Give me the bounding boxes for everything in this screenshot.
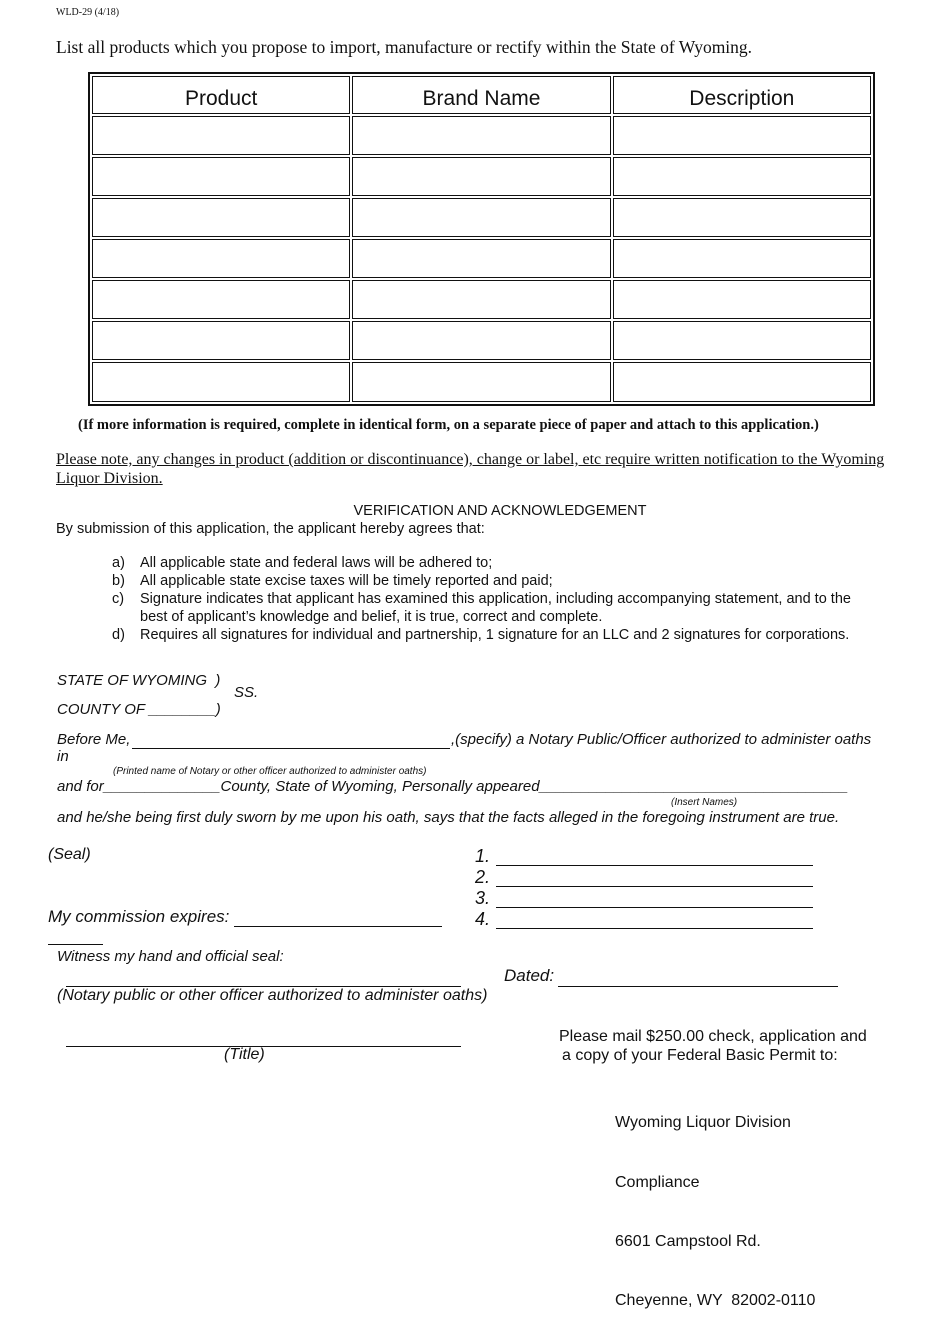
verification-heading: VERIFICATION AND ACKNOWLEDGEMENT	[353, 503, 647, 519]
commission-expires-label: My commission expires:	[48, 907, 230, 926]
table-cell	[613, 362, 871, 402]
table-row	[92, 198, 871, 237]
dated-field[interactable]	[558, 966, 838, 987]
product-cell-input[interactable]	[93, 240, 349, 277]
product-cell-input[interactable]	[614, 117, 870, 154]
table-row	[92, 116, 871, 155]
title-caption: (Title)	[224, 1046, 265, 1063]
ss-label: SS.	[234, 684, 259, 701]
table-cell	[92, 157, 350, 196]
table-header-row	[92, 76, 871, 114]
list-item: a) All applicable state and federal laws will be adhered to;	[112, 555, 493, 571]
product-cell-input[interactable]	[93, 158, 349, 195]
form-id: WLD-29 (4/18)	[56, 7, 120, 18]
officer-signature-field[interactable]	[66, 966, 461, 987]
signature-number-4: 4.	[475, 909, 491, 929]
notary-name-field[interactable]	[132, 728, 450, 749]
table-cell	[92, 321, 350, 360]
county-of: COUNTY OF ________)	[57, 701, 221, 718]
mailing-address	[615, 1074, 815, 1330]
product-cell-input[interactable]	[353, 199, 609, 236]
product-cell-input[interactable]	[93, 322, 349, 359]
table-row	[92, 280, 871, 319]
table-cell	[352, 280, 610, 319]
product-cell-input[interactable]	[353, 117, 609, 154]
product-cell-input[interactable]	[614, 363, 870, 401]
product-cell-input[interactable]	[93, 117, 349, 154]
table-cell	[352, 116, 610, 155]
table-row	[92, 321, 871, 360]
product-cell-input[interactable]	[614, 158, 870, 195]
signature-line-2[interactable]	[496, 866, 813, 887]
table-cell	[352, 321, 610, 360]
seal-label: (Seal)	[48, 846, 91, 863]
product-cell-input[interactable]	[614, 240, 870, 277]
table-cell	[613, 157, 871, 196]
table-cell	[92, 116, 350, 155]
signature-line-1[interactable]	[496, 845, 813, 866]
signature-number-1: 1.	[475, 846, 491, 866]
signature-line-4[interactable]	[496, 908, 813, 929]
signature-number-2: 2.	[475, 867, 491, 887]
table-cell	[92, 280, 350, 319]
product-cell-input[interactable]	[353, 158, 609, 195]
product-cell-input[interactable]	[614, 281, 870, 318]
mailing-line-2: a copy of your Federal Basic Permit to:	[562, 1047, 838, 1064]
table-row	[92, 239, 871, 278]
list-item: d) Requires all signatures for individual and partnership, 1 signature for an LLC and 2 signatures for corporations.	[112, 627, 850, 643]
products-table	[88, 72, 875, 406]
signature-number-3: 3.	[475, 888, 491, 908]
table-cell	[613, 198, 871, 237]
product-cell-input[interactable]	[614, 199, 870, 236]
mailing-instructions	[559, 1027, 867, 1065]
officer-caption: (Notary public or other officer authorized to administer oaths)	[57, 987, 488, 1004]
signature-line-3[interactable]	[496, 887, 813, 908]
product-cell-input[interactable]	[93, 199, 349, 236]
printed-name-caption: (Printed name of Notary or other officer authorized to administer oaths)	[113, 766, 427, 777]
table-cell	[92, 198, 350, 237]
table-cell	[92, 362, 350, 402]
product-cell-input[interactable]	[353, 240, 609, 277]
witness-label: Witness my hand and official seal:	[57, 948, 284, 965]
sworn-statement: and he/she being first duly sworn by me upon his oath, says that the facts alleged in the foregoing instrument are true.	[57, 809, 840, 826]
address-line: 6601 Campstool Rd.	[615, 1232, 761, 1250]
table-cell	[613, 239, 871, 278]
product-cell-input[interactable]	[93, 281, 349, 318]
product-cell-input[interactable]	[614, 322, 870, 359]
table-cell	[92, 239, 350, 278]
and-for-line: and for______________County, State of Wyoming, Personally appeared_____________________________________	[57, 778, 849, 795]
table-cell	[613, 280, 871, 319]
state-of-wyoming: STATE OF WYOMING )	[57, 672, 221, 689]
list-item: c) Signature indicates that applicant has examined this application, including accompanying statement, and to the best of applicant’s knowledge and belief, it is true, correct and complete.	[112, 591, 851, 625]
address-line: Wyoming Liquor Division	[615, 1114, 791, 1132]
more-info-note: (If more information is required, complete in identical form, on a separate piece of paper and attach to this application.)	[78, 417, 819, 433]
in-text: in	[57, 748, 69, 765]
dated-label: Dated:	[504, 966, 555, 985]
specify-text: ,(specify) a Notary Public/Officer authorized to administer oaths	[451, 731, 872, 748]
table-cell	[352, 157, 610, 196]
table-cell	[613, 321, 871, 360]
title-field[interactable]	[66, 1026, 461, 1047]
commission-expires-field[interactable]	[234, 906, 442, 927]
product-cell-input[interactable]	[93, 363, 349, 401]
product-cell-input[interactable]	[353, 281, 609, 318]
terms-list	[112, 554, 882, 644]
verification-intro: By submission of this application, the applicant hereby agrees that:	[56, 521, 485, 537]
list-item: b) All applicable state excise taxes will be timely reported and paid;	[112, 573, 553, 589]
address-line: Compliance	[615, 1173, 700, 1191]
table-cell	[352, 239, 610, 278]
mailing-line-1: Please mail $250.00 check, application and	[559, 1028, 867, 1045]
insert-names-caption: (Insert Names)	[671, 797, 738, 808]
product-cell-input[interactable]	[353, 363, 609, 401]
header-description: Description	[613, 76, 871, 114]
table-cell	[352, 362, 610, 402]
instruction-text: List all products which you propose to import, manufacture or rectify within the State of Wyoming.	[56, 37, 753, 57]
before-me-label: Before Me,	[57, 731, 131, 748]
product-cell-input[interactable]	[353, 322, 609, 359]
address-line: Cheyenne, WY 82002-0110	[615, 1291, 816, 1309]
table-row	[92, 362, 871, 402]
table-cell	[613, 116, 871, 155]
changes-note: Please note, any changes in product (addition or discontinuance), change or label, etc require written notification to the Wyoming Liquor Division.	[56, 451, 885, 487]
commission-continuation-line	[48, 944, 103, 945]
table-row	[92, 157, 871, 196]
header-product: Product	[92, 76, 350, 114]
table-cell	[352, 198, 610, 237]
header-brand-name: Brand Name	[352, 76, 610, 114]
